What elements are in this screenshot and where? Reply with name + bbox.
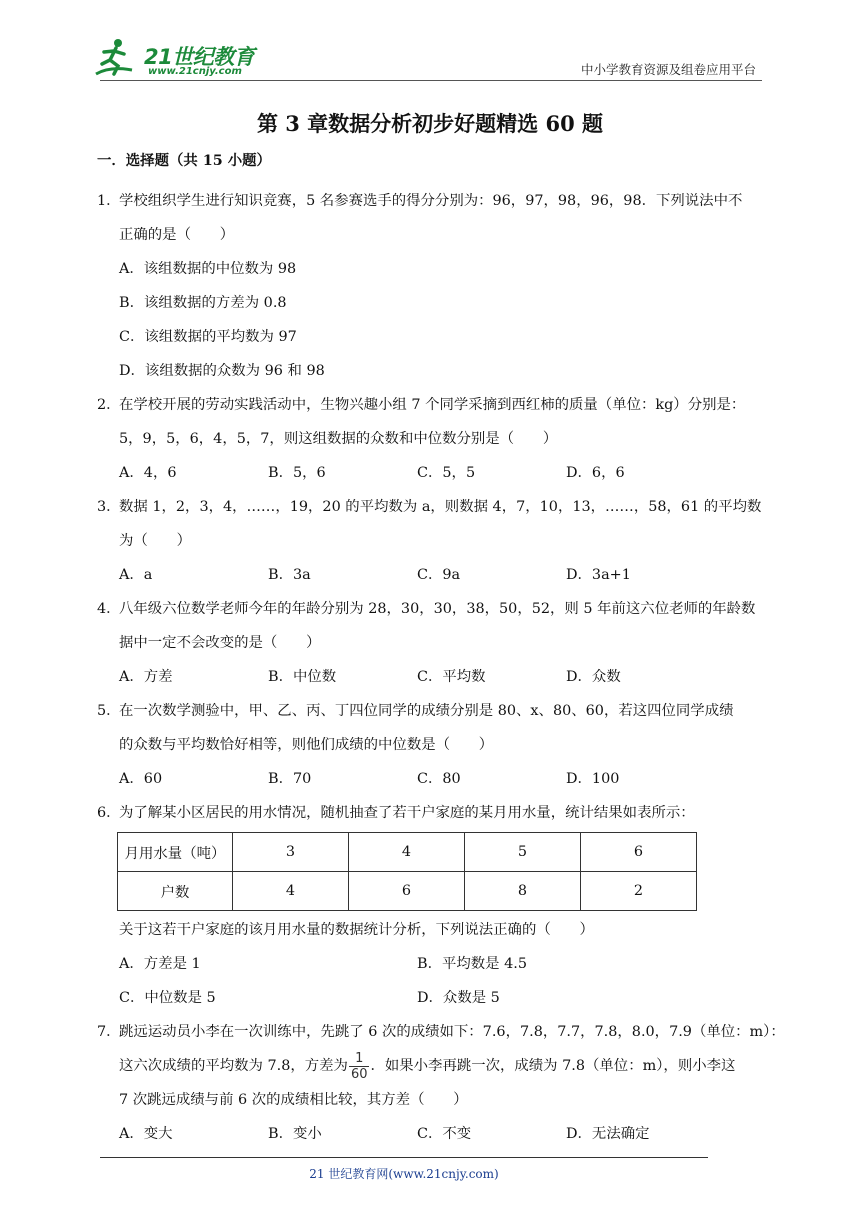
option-c: C．5，5 [417, 465, 476, 481]
logo-url: www.21cnjy.com [148, 66, 242, 77]
option-b: B．5，6 [268, 465, 326, 481]
question-text-cont: 据中一定不会改变的是（ ） [119, 635, 321, 651]
question-number: 5． [97, 703, 121, 719]
option-c: C．平均数 [417, 669, 486, 685]
option-a: A．方差是 1 [119, 956, 201, 972]
option-c: C．不变 [417, 1126, 472, 1142]
options-row [97, 947, 767, 981]
header-divider [100, 80, 762, 81]
fraction [349, 1051, 370, 1082]
option-b: B．3a [268, 567, 311, 583]
question-text-cont [97, 1049, 767, 1083]
question-text-cont: 正确的是（ ） [119, 227, 235, 243]
option-c: C．该组数据的平均数为 97 [119, 329, 297, 345]
question-text: 为了解某小区居民的用水情况，随机抽查了若干户家庭的某月用水量，统计结果如表所示： [119, 805, 695, 821]
question-number: 6． [97, 805, 121, 821]
option-a: A．方差 [119, 669, 173, 685]
option-b: B．该组数据的方差为 0.8 [119, 295, 287, 311]
question-number: 4． [97, 601, 121, 617]
options-row [97, 981, 767, 1015]
logo-text: 21世纪教育 [144, 45, 255, 69]
question-text-cont: 关于这若干户家庭的该月用水量的数据统计分析，下列说法正确的（ ） [119, 922, 594, 938]
question-text: 在学校开展的劳动实践活动中，生物兴趣小组 7 个同学采摘到西红柿的质量（单位：kg）分别是： [119, 397, 746, 413]
option-b: B．平均数是 4.5 [417, 956, 527, 972]
question-text: 数据 1，2，3，4，……，19，20 的平均数为 a，则数据 4，7，10，13，……，58，61 的平均数 [119, 499, 762, 515]
page-header [0, 0, 860, 90]
option-a: A．变大 [119, 1126, 173, 1142]
option-d: D．该组数据的众数为 96 和 98 [119, 363, 325, 379]
option-d: D．无法确定 [566, 1126, 650, 1142]
option-a: A．4，6 [119, 465, 177, 481]
question-text-cont: 5，9，5，6，4，5，7，则这组数据的众数和中位数分别是（ ） [119, 431, 558, 447]
logo [92, 36, 262, 80]
water-usage-table [117, 832, 697, 911]
option-d: D．众数是 5 [417, 990, 500, 1006]
option-d: D．6，6 [566, 465, 625, 481]
option-a: A．a [119, 567, 153, 583]
table-row [118, 872, 697, 911]
question-number: 3． [97, 499, 121, 515]
options-row [97, 1117, 767, 1151]
table-cell: 8 [465, 872, 581, 911]
question-1 [97, 184, 767, 388]
question-text-cont: 为（ ） [119, 533, 191, 549]
table-cell: 4 [233, 872, 349, 911]
options-row [97, 762, 767, 796]
question-text: 在一次数学测验中，甲、乙、丙、丁四位同学的成绩分别是 80、x、80、60，若这四位同学成绩 [119, 703, 734, 719]
question-text-cont: 7 次跳远成绩与前 6 次的成绩相比较，其方差（ ） [119, 1092, 468, 1108]
fraction-denominator: 60 [350, 1066, 368, 1082]
option-a: A．60 [119, 771, 163, 787]
question-number: 2． [97, 397, 121, 413]
options-row [97, 456, 767, 490]
option-b: B．70 [268, 771, 312, 787]
table-cell: 3 [233, 833, 349, 872]
options-row [97, 660, 767, 694]
question-text: 跳远运动员小李在一次训练中，先跳了 6 次的成绩如下：7.6，7.8，7.7，7.8，8.0，7.9（单位：m）： [119, 1024, 785, 1040]
table-row [118, 833, 697, 872]
question-text-part: ．如果小李再跳一次，成绩为 7.8（单位：m），则小李这 [370, 1058, 736, 1074]
table-cell: 户数 [118, 872, 233, 911]
option-a: A．该组数据的中位数为 98 [119, 261, 297, 277]
table-cell: 4 [349, 833, 465, 872]
option-d: D．众数 [566, 669, 621, 685]
question-5 [97, 694, 767, 796]
question-4 [97, 592, 767, 694]
platform-name: 中小学教育资源及组卷应用平台 [580, 62, 756, 77]
table-cell: 月用水量（吨） [118, 833, 233, 872]
option-b: B．中位数 [268, 669, 337, 685]
page-title: 第 3 章数据分析初步好题精选 60 题 [256, 111, 604, 136]
question-number: 1． [97, 193, 121, 209]
footer-text: 21 世纪教育网(www.21cnjy.com) [309, 1167, 499, 1181]
table-cell: 5 [465, 833, 581, 872]
option-c: C．中位数是 5 [119, 990, 216, 1006]
fraction-numerator: 1 [349, 1051, 370, 1067]
question-6 [97, 796, 767, 1015]
question-text-cont: 的众数与平均数恰好相等，则他们成绩的中位数是（ ） [119, 737, 494, 753]
question-3 [97, 490, 767, 592]
question-number: 7． [97, 1024, 121, 1040]
runner-icon [92, 36, 146, 80]
question-text: 八年级六位数学老师今年的年龄分别为 28，30，30，38，50，52，则 5 年前这六位老师的年龄数 [119, 601, 756, 617]
question-list [97, 150, 785, 1151]
footer-divider [100, 1157, 708, 1158]
section-heading: 一．选择题（共 15 小题） [97, 152, 271, 169]
question-7 [97, 1015, 785, 1151]
option-c: C．80 [417, 771, 461, 787]
table-cell: 2 [581, 872, 697, 911]
option-d: D．100 [566, 771, 620, 787]
options-row [97, 558, 767, 592]
table-cell: 6 [581, 833, 697, 872]
option-d: D．3a+1 [566, 567, 631, 583]
table-cell: 6 [349, 872, 465, 911]
question-text-part: 这六次成绩的平均数为 7.8，方差为 [119, 1058, 348, 1074]
option-b: B．变小 [268, 1126, 322, 1142]
question-2 [97, 388, 767, 490]
option-c: C．9a [417, 567, 461, 583]
question-text: 学校组织学生进行知识竞赛，5 名参赛选手的得分分别为：96，97，98，96，98．下列说法中不 [119, 193, 743, 209]
